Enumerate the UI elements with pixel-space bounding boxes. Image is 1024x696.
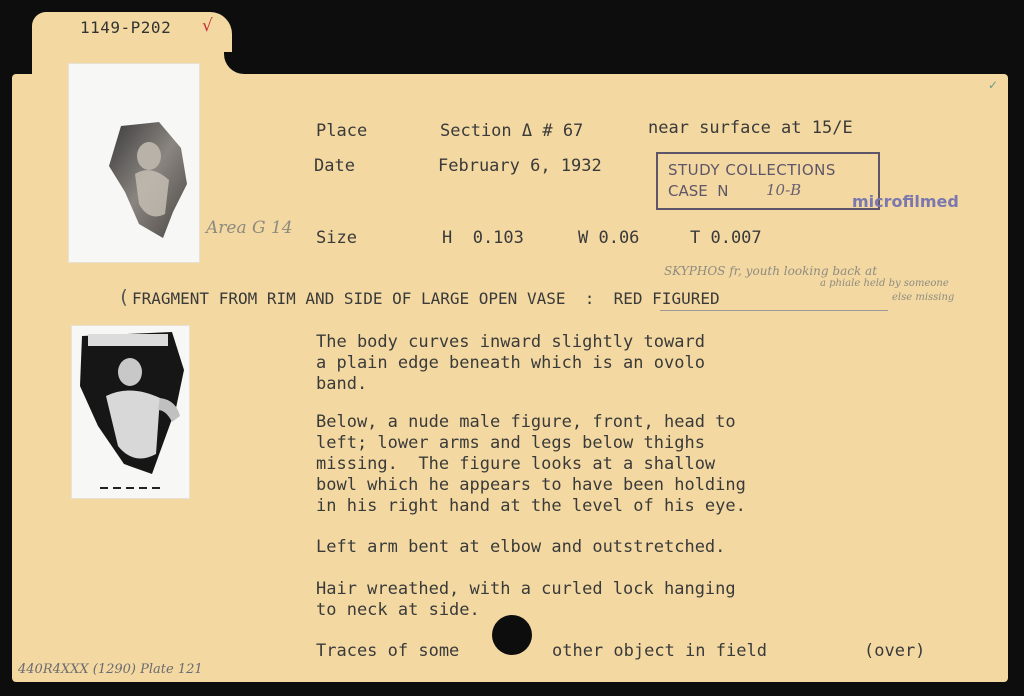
desc-p4-l2: to neck at side.	[316, 600, 480, 620]
punch-hole	[492, 615, 532, 655]
check-mark: √	[202, 16, 213, 36]
area-note: Area G 14	[206, 218, 293, 238]
desc-p4-l1: Hair wreathed, with a curled lock hanging	[316, 579, 736, 599]
corner-tick-icon: ✓	[988, 78, 999, 92]
desc-p2-l1: Below, a nude male figure, front, head to	[316, 412, 736, 432]
size-label: Size	[316, 228, 357, 248]
fragment-photo-top-image	[69, 64, 199, 262]
stamp-case-number: 10-B	[766, 181, 802, 199]
desc-p1-l1: The body curves inward slightly toward	[316, 332, 705, 352]
place-extra: near surface at 15/E	[648, 118, 853, 138]
size-height: H 0.103	[442, 228, 524, 248]
date-label: Date	[314, 156, 355, 176]
place-label: Place	[316, 121, 368, 141]
size-thickness: T 0.007	[690, 228, 762, 248]
desc-p2-l4: bowl which he appears to have been holding	[316, 475, 746, 495]
study-collections-stamp	[656, 152, 880, 210]
footer-note: 440R4XXX (1290) Plate 121	[18, 662, 203, 677]
desc-p1-l2: a plain edge beneath which is an ovolo	[316, 353, 705, 373]
desc-p2-l5: in his right hand at the level of his eye.	[316, 496, 746, 516]
fragment-photo-top	[68, 63, 200, 263]
desc-p5-a: Traces of some	[316, 641, 460, 661]
pencil-note-line-2: a phiale held by someone	[820, 278, 949, 289]
desc-p1-l3: band.	[316, 374, 368, 394]
pencil-note-line-1: SKYPHOS fr, youth looking back at	[664, 264, 878, 278]
catalog-number: 1149-P202	[80, 18, 172, 37]
heading-underline	[660, 310, 888, 311]
fragment-photo-bottom-image	[72, 326, 189, 498]
date-value: February 6, 1932	[438, 156, 602, 176]
pencil-note-line-3: else missing	[892, 292, 955, 303]
heading: FRAGMENT FROM RIM AND SIDE OF LARGE OPEN VASE : RED FIGURED	[132, 289, 720, 308]
size-width: W 0.06	[578, 228, 640, 248]
desc-p2-l3: missing. The figure looks at a shallow	[316, 454, 716, 474]
stamp-line-2: CASE N	[668, 182, 729, 200]
tab-notch	[214, 52, 250, 84]
stamp-line-1: STUDY COLLECTIONS	[668, 161, 836, 179]
microfilmed-stamp: microfilmed	[852, 192, 959, 211]
over-note: (over)	[864, 641, 926, 661]
desc-p3: Left arm bent at elbow and outstretched.	[316, 537, 726, 557]
heading-paren: (	[118, 286, 130, 308]
fragment-photo-bottom	[71, 325, 190, 499]
desc-p2-l2: left; lower arms and legs below thighs	[316, 433, 705, 453]
place-value: Section Δ # 67	[440, 121, 584, 141]
desc-p5-b: other object in field	[552, 641, 767, 661]
